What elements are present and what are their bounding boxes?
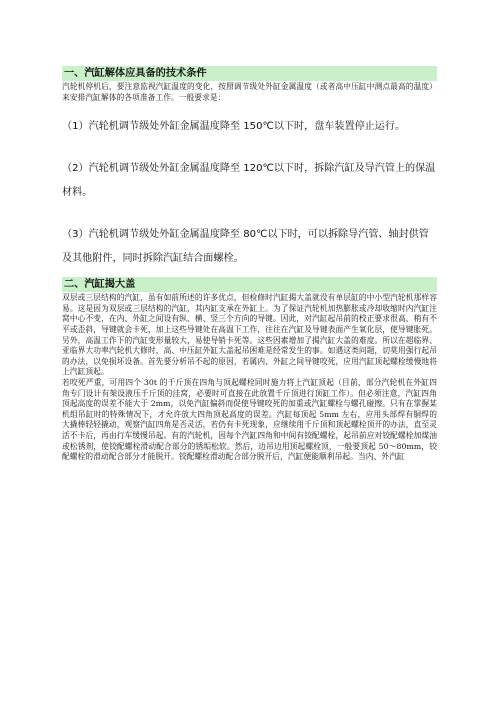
section-1-intro: 汽轮机停机后，要注意监视汽缸温度的变化，按照调节级处外缸金属温度（或者高中压缸中测点最高的温度）来安排汽缸解体的各项准备工作。一般要求是：: [62, 82, 437, 102]
requirement-item-3: （3）汽轮机调节级处外缸金属温度降至 80℃以下时，可以拆除导汽管、轴封供管及其他附件，同时拆除汽缸结合面螺栓。: [62, 229, 429, 265]
section-2-paragraph-1: 双层或三层结构的汽缸，虽有如前所述的许多优点，但检修时汽缸揭大盖就没有单层缸的中小型汽轮机那样容易。这是因为双层或三层结构的汽缸，其内缸支承在外缸上。为了保证汽轮机加热膨胀或冷却收缩时内汽缸注窝中心不变，在内、外缸之间设有纵、横、竖三个方向的导键。因此，对汽缸起吊前的校正要求很高，稍有不平或歪斜，导键就会卡死，加上这些导键处在高温下工作，往往在汽缸及导键表面产生氧化层，使导键胀死。另外，高温工作下的汽缸变形量较大，易使导销卡死等。这些因素增加了揭汽缸大盖的难度。所以在超临界、亚临界大功率汽轮机大修时，高、中压缸外缸大盖起吊困难是经常发生的事。如遇这类问题，切莫用强行起吊的办法，以免损坏设备。首先要分析吊不起的原因，若属内、外缸之间导键咬死，应用汽缸顶起螺栓缓慢地将上汽缸顶起。: [62, 293, 437, 377]
requirement-item-2: （2）汽轮机调节级处外缸金属温度降至 120℃以下时，拆除汽缸及导汽管上的保温材料。: [62, 163, 436, 199]
section-2-heading: 二、汽缸揭大盖: [62, 277, 437, 292]
section-1-heading: 一、汽缸解体应具备的技术条件: [62, 66, 437, 81]
document-page: [62, 62, 437, 463]
requirement-item-1: （1）汽轮机调节级处外缸金属温度降至 150℃以下时，盘车装置停止运行。: [62, 121, 406, 133]
section-2-paragraph-2: 若咬死严重，可用四个 30t 的千斤顶在四角与顶起螺栓同时施力将上汽缸顶起（目前，部分汽轮机在外缸四角专门设计有架设液压千斤顶的洼窝，必要时可直接在此放置千斤顶进行顶缸工作）。但必须注意，汽缸四角顶起高度的误差不能大于 2mm，以免汽缸偏斜而促使导键咬死的加重或汽缸螺栓与螺孔碰擦。只有在掌握某机组吊缸时的特殊情况下，才允许放大四角顶起高度的误差。汽缸每顶起 5mm 左右，应用头部焊有铜焊的大撬棒轻轻撬动，观察汽缸四角是否灵活，若仍有卡死现象，应继续用千斤顶和顶起螺栓顶开的办法，直至灵活不卡后，再由行车缓慢吊起。有的汽轮机，因每个汽缸四角和中间有铰配螺栓，起吊前应对铰配螺栓加煤油或松锈剂，使铰配螺栓滑动配合部分的锈垢松软。然后，边吊边用顶起螺栓顶，一般要顶起 50～80mm，铰配螺栓的滑动配合部分才能脱开。铰配螺栓滑动配合部分脱开后，汽缸便能顺利吊起。当内、外汽缸: [62, 377, 437, 462]
